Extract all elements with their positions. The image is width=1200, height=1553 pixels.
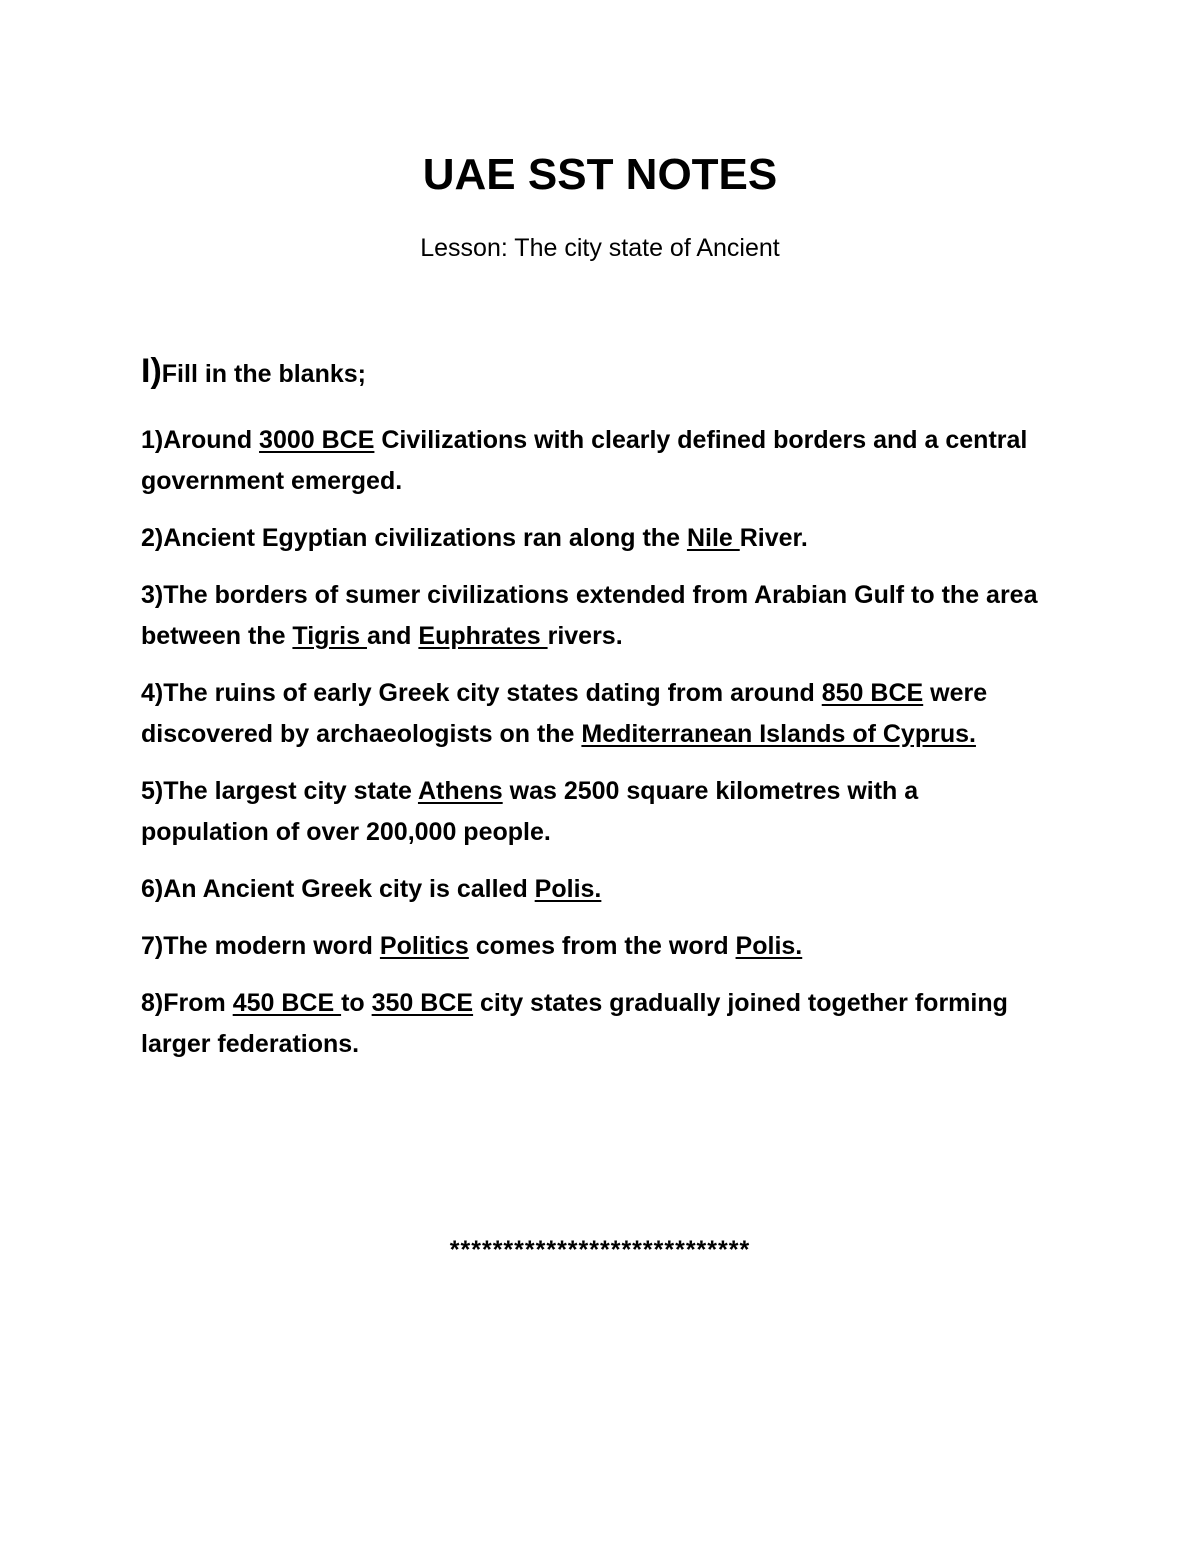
answer-blank: 3000 BCE bbox=[259, 426, 375, 454]
question-list bbox=[141, 420, 1041, 1081]
question-text: 1)Around bbox=[141, 426, 260, 454]
question-text: city states gradually joined together forming larger federations. bbox=[141, 989, 1008, 1058]
question-text: 3)The borders of sumer civilizations extended from Arabian Gulf to the area between the bbox=[141, 581, 1038, 650]
answer-blank: Nile bbox=[686, 524, 740, 552]
question-item bbox=[141, 983, 1041, 1065]
question-item bbox=[141, 771, 1041, 853]
question-text: 4)The ruins of early Greek city states dating from around bbox=[141, 679, 822, 707]
question-text: rivers. bbox=[547, 622, 623, 650]
question-text: Civilizations with clearly defined borders and a central government emerged. bbox=[141, 426, 1028, 495]
answer-blank: Athens bbox=[417, 777, 503, 805]
answer-blank: 850 BCE bbox=[821, 679, 924, 707]
answer-blank: 450 BCE bbox=[232, 989, 342, 1017]
question-text: comes from the word bbox=[468, 932, 736, 960]
question-text: 7)The modern word bbox=[141, 932, 380, 960]
question-item bbox=[141, 926, 1041, 967]
question-item bbox=[141, 673, 1041, 755]
question-text: and bbox=[366, 622, 419, 650]
answer-blank: Polis. bbox=[534, 875, 602, 903]
question-text: was 2500 square kilometres with a population of over 200,000 people. bbox=[141, 777, 919, 846]
answer-blank: Mediterranean Islands of Cyprus. bbox=[581, 720, 976, 748]
answer-blank: Politics bbox=[379, 932, 469, 960]
section-heading bbox=[141, 352, 366, 391]
question-text: 6)An Ancient Greek city is called bbox=[141, 875, 535, 903]
question-text: were discovered by archaeologists on the bbox=[141, 679, 988, 748]
question-item bbox=[141, 575, 1041, 657]
question-item bbox=[141, 420, 1041, 502]
question-text: River. bbox=[739, 524, 808, 552]
question-text: 8)From bbox=[141, 989, 233, 1017]
answer-blank: Polis. bbox=[735, 932, 803, 960]
section-heading-text: Fill in the blanks; bbox=[161, 360, 366, 388]
question-text: to bbox=[341, 989, 372, 1017]
page-title: UAE SST NOTES bbox=[422, 150, 778, 199]
answer-blank: Euphrates bbox=[418, 622, 548, 650]
answer-blank: 350 BCE bbox=[371, 989, 474, 1017]
question-item bbox=[141, 518, 1041, 559]
question-item bbox=[141, 869, 1041, 910]
answer-blank: Tigris bbox=[292, 622, 367, 650]
section-numeral: I) bbox=[141, 352, 162, 390]
separator-line: **************************** bbox=[449, 1236, 751, 1264]
question-text: 2)Ancient Egyptian civilizations ran along the bbox=[141, 524, 687, 552]
question-text: 5)The largest city state bbox=[141, 777, 418, 805]
lesson-subtitle: Lesson: The city state of Ancient bbox=[420, 234, 780, 262]
